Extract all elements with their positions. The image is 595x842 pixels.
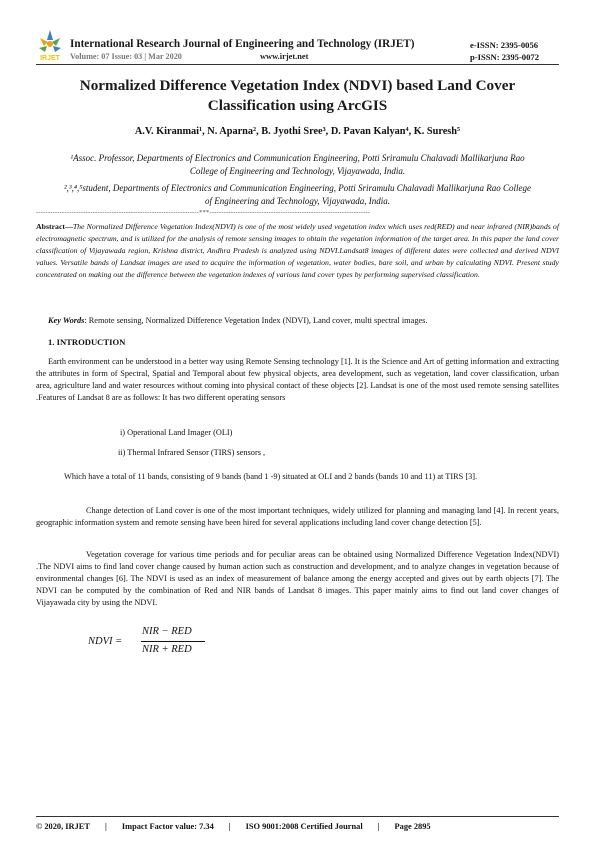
fraction-bar <box>141 641 205 642</box>
issue-line: Volume: 07 Issue: 03 | Mar 2020 <box>70 52 182 61</box>
sensor-item-tirs: ii) Thermal Infrared Sensor (TIRS) sensors , <box>118 448 266 457</box>
footer-separator: | <box>104 822 107 831</box>
keywords <box>48 316 558 325</box>
intro-paragraph-3: Change detection of Land cover is one of the most important techniques, widely utilized for planning and managing land [4]. In recent years, geographic information system and remote sensing have been hired for several applications including land cover change detection [5]. <box>36 506 559 527</box>
journal-website: www.irjet.net <box>260 52 309 61</box>
section-separator: ---------------------------------------------------------------------***-------------------------------------------------------------------- <box>36 209 371 216</box>
journal-title: International Research Journal of Engineering and Technology (IRJET) <box>70 38 415 50</box>
footer-impact-factor: Impact Factor value: 7.34 <box>121 822 214 831</box>
footer-separator: | <box>377 822 380 831</box>
abstract-label: Abstract— <box>36 222 73 231</box>
footer-divider <box>36 816 559 817</box>
logo-text: IRJET <box>40 55 60 62</box>
intro-paragraph-1: Earth environment can be understood in a better way using Remote Sensing technology [1]. It is the Science and Art of getting information and extracting the attributes in form of Spectral, Spatial and Temporal about few physical objects, area development, such as vegetation, land cover classification, urban area, agriculture land and water resources without coming into physical contact of these objects [2]. Landsat is one of the most used remote sensing satellites .Features of Landsat 8 are as follows: It has two different operating sensors <box>36 357 559 402</box>
equation-denominator: NIR + RED <box>142 644 192 655</box>
intro-paragraph-4: Vegetation coverage for various time periods and for peculiar areas can be obtained using Normalized Difference Vegetation Index(NDVI) .The NDVI aims to find land cover change caused by human action such as construction and development, and to analyze changes in vegetation because of environmental changes [6]. The NDVI is used as an index of measurement of balance among the energy accepted and gives out by earth objects [7]. The NDVI can be computed by the combination of Red and NIR bands of Landsat 8 images. This paper mainly aims to find out land cover changes of Vijayawada city by using the NDVI. <box>36 550 559 607</box>
ndvi-equation <box>88 626 208 662</box>
irjet-logo <box>36 28 64 62</box>
sensor-item-oli: i) Operational Land Imager (OLI) <box>120 428 233 437</box>
affiliation-1: ¹Assoc. Professor, Departments of Electronics and Communication Engineering, Potti Sriramulu Chalavadi Mallikarjuna Rao College of Engineering and Technology, Vijayawada, India. <box>70 153 525 176</box>
equation-numerator: NIR − RED <box>142 626 192 637</box>
footer-separator: | <box>228 822 231 831</box>
header-divider <box>36 64 559 65</box>
author-list: A.V. Kiranmai¹, N. Aparna², B. Jyothi Sree³, D. Pavan Kalyan⁴, K. Suresh⁵ <box>134 126 461 137</box>
footer-page-number: Page 2895 <box>394 822 431 831</box>
abstract-text: The Normalized Difference Vegetation Index(NDVI) is one of the most widely used vegetation index which uses red(RED) and near infrared (NIR)bands of electromagnetic spectrum, and is utilized for the analysis of remote sensing images to obtain the vegetation information of the target area. In this paper the land cover classification of Vijayawada region, Krishna district, Andhra Pradesh is analyzed using NDVI.Landsat8 images of different dates were collected and derived NDVI values. Versatile bands of Landsat images are used to acquire the information of vegetation, water bodies, bare soil, and urban by calculating NDVI. Present study concentrated on making out the difference between the vegetation indexes of various land cover types by performing supervised classification. <box>36 222 559 279</box>
footer-copyright: © 2020, IRJET <box>36 822 90 831</box>
e-issn: e-ISSN: 2395-0056 <box>470 40 539 50</box>
keywords-text: : Remote sensing, Normalized Difference Vegetation Index (NDVI), Land cover, multi spectral images. <box>84 316 428 325</box>
equation-lhs: NDVI = <box>88 636 123 647</box>
page-footer <box>36 822 559 831</box>
affiliation-2: ²,³,⁴,⁵student, Departments of Electronics and Communication Engineering, Potti Sriramulu Chalavadi Mallikarjuna Rao College of Engineering and Technology, Vijayawada, India. <box>63 183 532 206</box>
p-issn: p-ISSN: 2395-0072 <box>470 52 539 62</box>
footer-iso: ISO 9001:2008 Certified Journal <box>245 822 363 831</box>
paper-title: Normalized Difference Vegetation Index (NDVI) based Land Cover Classification using ArcGIS <box>79 77 516 114</box>
section-heading: 1. INTRODUCTION <box>48 337 126 347</box>
abstract <box>36 221 559 281</box>
keywords-label: Key Words <box>48 316 85 325</box>
intro-paragraph-2: Which have a total of 11 bands, consisting of 9 bands (band 1 -9) situated at OLI and 2 bands (bands 10 and 11) at TIRS [3]. <box>64 472 478 481</box>
